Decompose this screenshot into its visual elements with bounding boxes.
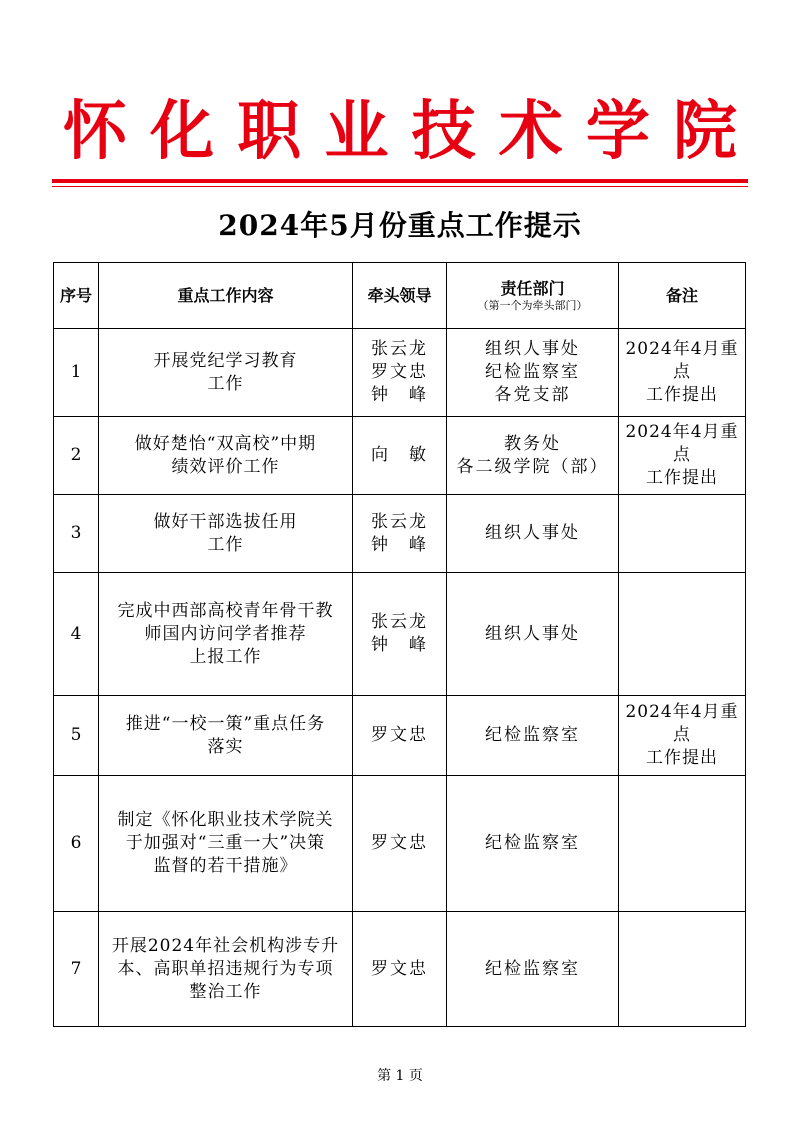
row-leader-line: 钟 峰: [371, 635, 428, 655]
table-row: [54, 776, 746, 912]
masthead-title: [52, 92, 748, 172]
row-dept: [447, 495, 619, 573]
row-note-line: 工作提出: [646, 468, 718, 488]
row-note: [619, 329, 746, 417]
row-index: 3: [54, 495, 99, 573]
row-leader: [353, 417, 447, 495]
row-note: [619, 912, 746, 1027]
row-content-line: 做好楚怡“双高校”中期: [134, 433, 317, 454]
row-leader-line: 张云龙: [371, 339, 428, 359]
row-content-line: 工作: [207, 534, 244, 555]
row-dept: [447, 329, 619, 417]
row-leader-line: 罗文忠: [371, 833, 428, 853]
masthead-char: 院: [672, 94, 737, 169]
row-content-line: 落实: [207, 736, 244, 757]
row-content: [99, 417, 353, 495]
row-content-line: 制定《怀化职业技术学院关: [117, 810, 334, 830]
row-content: [99, 573, 353, 696]
task-table: [53, 262, 746, 1027]
masthead-char: 业: [324, 94, 389, 169]
masthead-char: 怀: [63, 94, 127, 169]
table-row: [54, 573, 746, 696]
row-content-line: 于加强对“三重一大”决策: [125, 833, 326, 853]
header-leader: 牵头领导: [353, 263, 447, 329]
header-content: 重点工作内容: [99, 263, 353, 329]
row-content: [99, 495, 353, 573]
header-note: 备注: [619, 263, 746, 329]
table-row: [54, 417, 746, 495]
row-note: [619, 495, 746, 573]
row-note-line: 2024年4月重点: [625, 422, 739, 465]
row-content-line: 上报工作: [189, 646, 262, 667]
table-row: [54, 495, 746, 573]
row-note: [619, 696, 746, 776]
row-content-line: 监督的若干措施》: [153, 856, 298, 876]
row-leader: [353, 573, 447, 696]
row-content-line: 做好干部选拔任用: [153, 511, 298, 532]
row-leader-line: 钟 峰: [371, 534, 428, 555]
masthead-rule-thick: [52, 179, 748, 183]
row-content: [99, 776, 353, 912]
row-dept: [447, 696, 619, 776]
row-index: 6: [54, 776, 99, 912]
row-content: [99, 696, 353, 776]
row-index: 2: [54, 417, 99, 495]
row-leader-line: 张云龙: [371, 511, 428, 532]
header-index: 序号: [54, 263, 99, 329]
row-leader: [353, 696, 447, 776]
row-note: [619, 417, 746, 495]
masthead-char: 学: [585, 94, 650, 169]
row-index: 1: [54, 329, 99, 417]
row-dept: [447, 912, 619, 1027]
header-dept-sub: （第一个为牵头部门）: [477, 298, 588, 312]
row-content-line: 开展党纪学习教育: [153, 350, 298, 371]
row-leader: [353, 329, 447, 417]
row-content-line: 完成中西部高校青年骨干教: [117, 600, 334, 621]
row-content-line: 师国内访问学者推荐: [144, 623, 307, 644]
row-dept-line: 教务处: [504, 433, 561, 454]
row-leader-line: 罗文忠: [371, 958, 428, 979]
masthead-rule-thin: [52, 186, 748, 187]
header-dept: [447, 263, 619, 329]
row-leader-line: 罗文忠: [371, 725, 428, 745]
page-number: 第 1 页: [377, 1068, 423, 1084]
row-leader: [353, 912, 447, 1027]
row-dept: [447, 417, 619, 495]
row-note: [619, 776, 746, 912]
row-index: 5: [54, 696, 99, 776]
masthead-char: 职: [237, 94, 302, 169]
table-row: [54, 329, 746, 417]
row-dept: [447, 776, 619, 912]
row-dept-line: 各二级学院（部）: [456, 456, 609, 477]
row-dept-line: 纪检监察室: [485, 958, 580, 979]
table-row: [54, 696, 746, 776]
row-dept-line: 组织人事处: [485, 623, 580, 644]
row-dept: [447, 573, 619, 696]
row-dept-line: 各党支部: [494, 385, 571, 405]
masthead-char: 术: [498, 94, 563, 169]
row-content-line: 推进“一校一策”重点任务: [125, 713, 326, 734]
table-row: [54, 912, 746, 1027]
row-note-line: 工作提出: [646, 748, 718, 768]
row-content: [99, 912, 353, 1027]
row-leader: [353, 495, 447, 573]
row-note-line: 2024年4月重点: [625, 702, 739, 745]
row-content-line: 本、高职单招违规行为专项: [117, 958, 334, 979]
row-dept-line: 纪检监察室: [485, 362, 580, 382]
row-content-line: 整治工作: [189, 981, 262, 1002]
row-note-line: 2024年4月重点: [625, 339, 739, 382]
row-leader-line: 罗文忠: [371, 362, 428, 382]
masthead-char: 化: [150, 94, 215, 169]
row-content-line: 绩效评价工作: [171, 456, 280, 477]
document-title: 2024年5月份重点工作提示: [218, 209, 582, 242]
row-dept-line: 纪检监察室: [485, 725, 580, 745]
row-content-line: 开展2024年社会机构涉专升: [111, 935, 340, 956]
masthead-char: 技: [411, 94, 476, 169]
row-leader: [353, 776, 447, 912]
header-dept-main: 责任部门: [500, 278, 565, 298]
row-dept-line: 纪检监察室: [485, 833, 580, 853]
row-content: [99, 329, 353, 417]
row-note: [619, 573, 746, 696]
row-leader-line: 张云龙: [371, 612, 428, 632]
row-leader-line: 向 敏: [371, 445, 428, 465]
row-index: 7: [54, 912, 99, 1027]
row-content-line: 工作: [207, 373, 244, 394]
table-header-row: [54, 263, 746, 329]
row-dept-line: 组织人事处: [485, 339, 580, 359]
row-index: 4: [54, 573, 99, 696]
row-leader-line: 钟 峰: [371, 385, 428, 405]
row-note-line: 工作提出: [646, 385, 718, 405]
row-dept-line: 组织人事处: [485, 523, 580, 543]
